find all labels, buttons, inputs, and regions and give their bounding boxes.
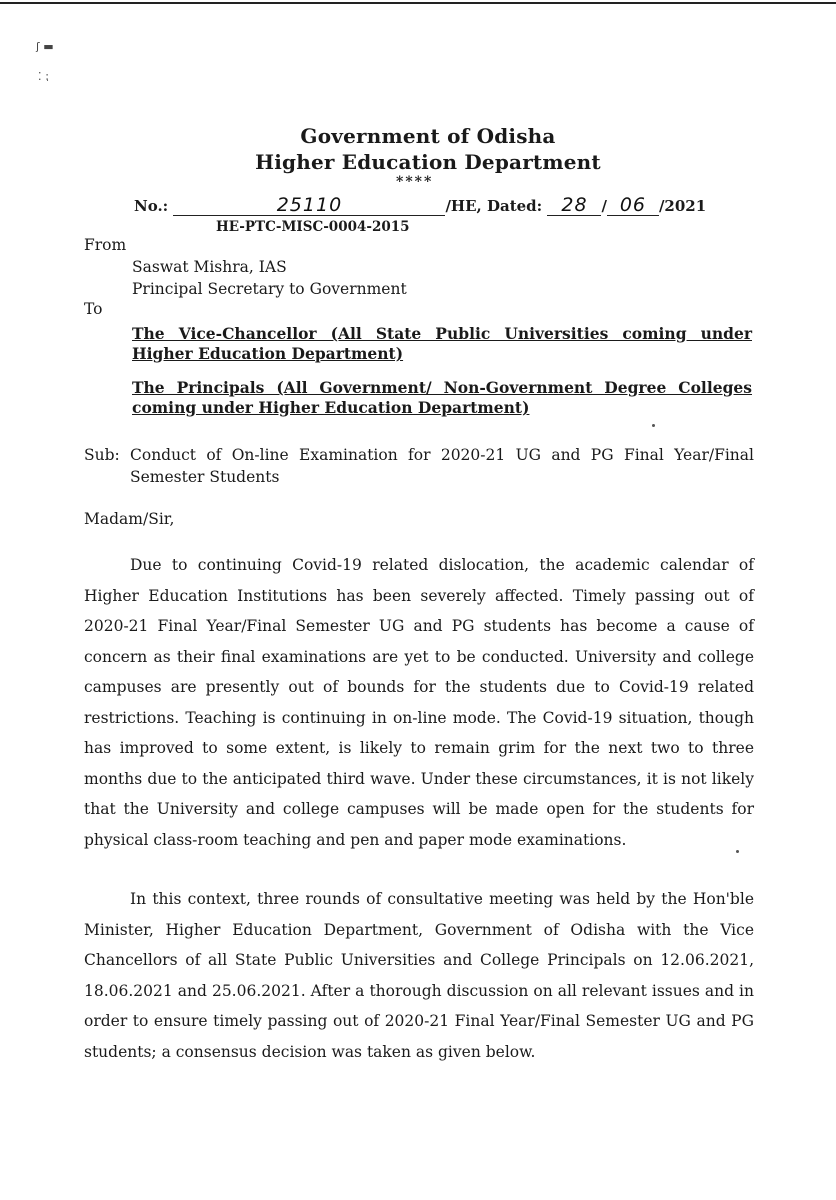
government-title: Government of Odisha [300, 124, 556, 148]
reference-line: No.: 25110 /HE, Dated: 28 / 06 /2021 [134, 194, 707, 216]
department-title: Higher Education Department [255, 150, 601, 174]
scan-speck: ʃ ▬ [36, 40, 54, 53]
sender-name: Saswat Mishra, IAS [132, 258, 287, 276]
from-label: From [84, 236, 127, 254]
file-number: HE-PTC-MISC-0004-2015 [216, 219, 410, 235]
dated-label: /HE, Dated: [445, 197, 543, 215]
date-day: 28 [561, 194, 588, 216]
letter-number-blank [173, 196, 445, 216]
to-label: To [84, 300, 103, 318]
subject-text: Conduct of On-line Examination for 2020-21 UG and PG Final Year/Final Semester Students [130, 446, 754, 486]
scan-top-edge [0, 2, 836, 4]
recipient-vice-chancellor: The Vice-Chancellor (All State Public Universities coming under Higher Education Department) [132, 324, 752, 363]
no-label: No.: [134, 197, 169, 215]
subject-label: Sub: [84, 446, 120, 464]
body-paragraph-1: Due to continuing Covid-19 related dislocation, the academic calendar of Higher Education Institutions has been severely affected. Timely passing out of 2020-21 Final Year/Final Semester UG and PG students has become a cause of concern as their final examinations are yet to be conducted. University and college campuses are presently out of bounds for the students due to Covid-19 related restrictions. Teaching is continuing in on-line mode. The Covid-19 situation, though has improved to some extent, is likely to remain grim for the next two to three months due to the anticipated third wave. Under these circumstances, it is not likely that the University and college campuses will be made open for the students for physical class-room teaching and pen and paper mode examinations. [84, 556, 754, 849]
subject-block [84, 444, 754, 488]
header-stars: **** [396, 174, 434, 190]
date-month-blank [607, 196, 659, 216]
sender-designation: Principal Secretary to Government [132, 280, 407, 298]
recipient-principals: The Principals (All Government/ Non-Government Degree Colleges coming under Higher Education Department) [132, 378, 752, 417]
salutation: Madam/Sir, [84, 510, 175, 528]
date-month: 06 [619, 194, 647, 216]
date-year: /2021 [658, 197, 707, 215]
body-paragraph-2: In this context, three rounds of consultative meeting was held by the Hon'ble Minister, Higher Education Department, Government of Odisha with the Vice Chancellors of all State Public Universities and College Principals on 12.06.2021, 18.06.2021 and 25.06.2021. After a thorough discussion on all relevant issues and in order to ensure timely passing out of 2020-21 Final Year/Final Semester UG and PG students; a consensus decision was taken as given below. [84, 890, 754, 1061]
letter-number: 25110 [276, 194, 343, 216]
scan-speck: ⁚ ⁏ [38, 70, 49, 83]
date-day-blank [547, 196, 601, 216]
scan-speck [736, 850, 739, 853]
scan-speck [652, 424, 655, 427]
